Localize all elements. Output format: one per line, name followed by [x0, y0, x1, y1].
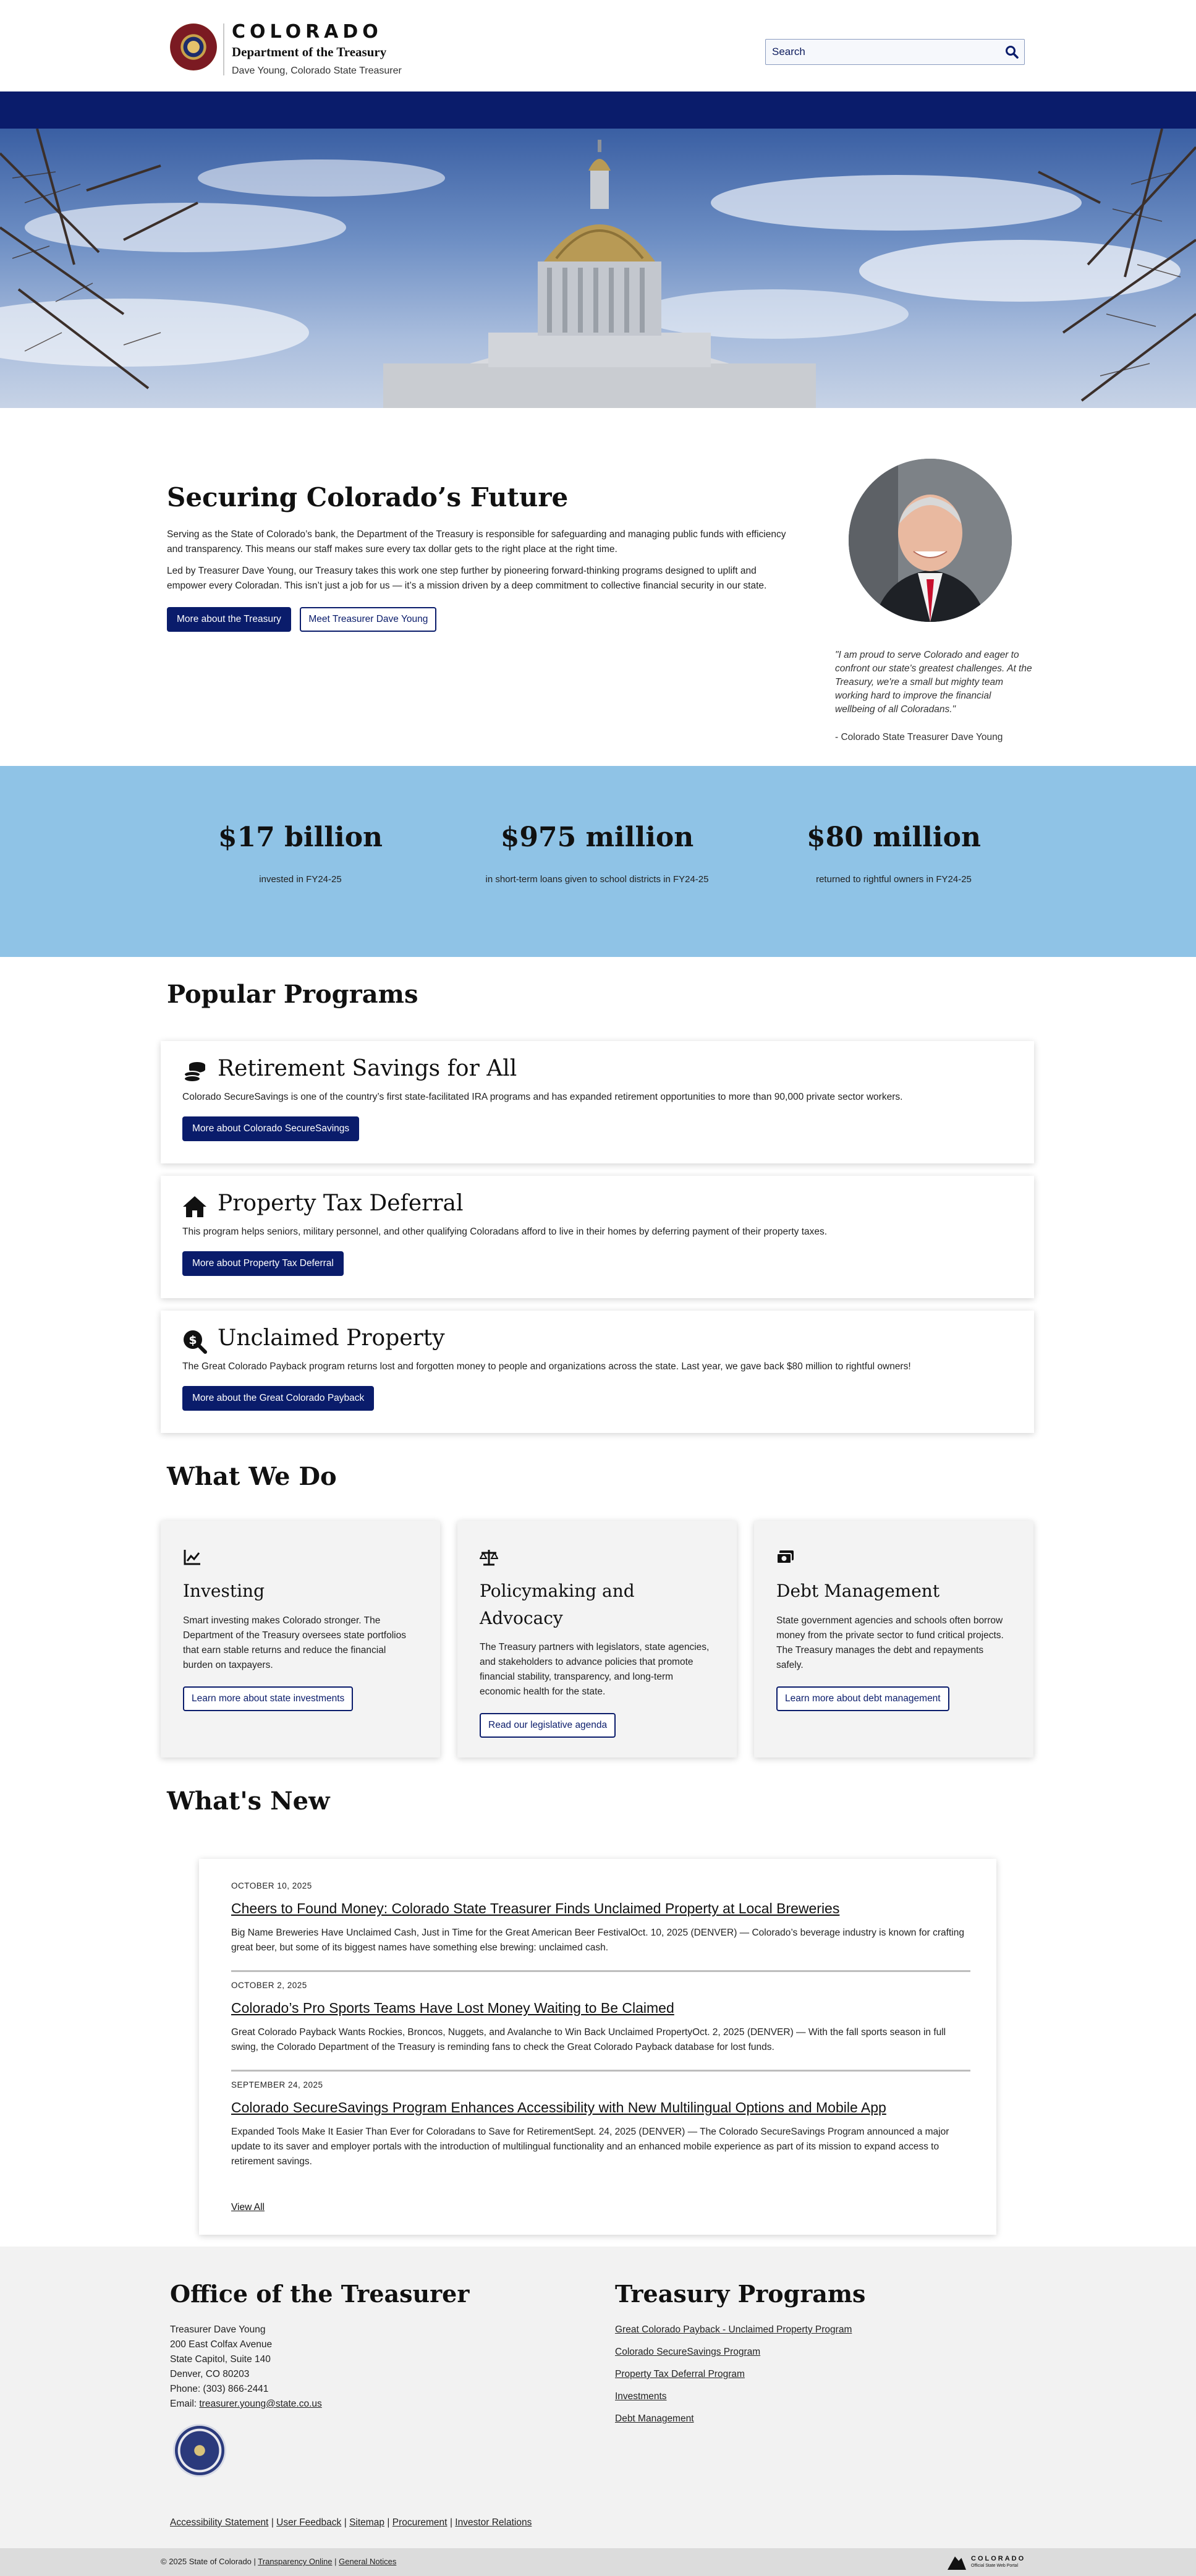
address-line: 200 East Colfax Avenue — [170, 2339, 273, 2350]
stat-value: $80 million — [807, 822, 981, 853]
treasury-seal-logo[interactable] — [170, 23, 217, 70]
search-icon — [1005, 45, 1019, 59]
stat-school-loans — [467, 822, 727, 885]
footer-utility-links — [170, 2517, 532, 2528]
procurement-link[interactable]: Procurement — [392, 2517, 447, 2528]
stat-label: returned to rightful owners in FY24-25 — [816, 874, 972, 885]
hero-image-capitol — [0, 129, 1196, 408]
stat-returned — [764, 822, 1024, 885]
portal-logo-text: COLORADO — [971, 2555, 1026, 2562]
search-button[interactable] — [1004, 45, 1019, 60]
footer-link-securesavings[interactable]: Colorado SecureSavings Program — [615, 2347, 761, 2357]
separator: | — [344, 2517, 350, 2528]
sitemap-link[interactable]: Sitemap — [349, 2517, 384, 2528]
portal-logo-subtext: Official State Web Portal — [971, 2564, 1018, 2568]
wwd-title: Debt Management — [776, 1581, 940, 1601]
wwd-card-investing — [161, 1521, 440, 1758]
investor-relations-link[interactable]: Investor Relations — [455, 2517, 532, 2528]
brand-department[interactable]: Department of the Treasury — [232, 45, 387, 59]
intro-buttons — [167, 607, 436, 632]
mountain-icon — [948, 2555, 966, 2570]
chart-line-icon — [183, 1548, 201, 1566]
program-title: Retirement Savings for All — [218, 1056, 517, 1081]
news-date: SEPTEMBER 24, 2025 — [231, 2080, 323, 2089]
separator: | — [271, 2517, 277, 2528]
office-heading: Office of the Treasurer — [170, 2280, 470, 2308]
program-description: The Great Colorado Payback program returns lost and forgotten money to people and organizations across the state. Last year, we gave back $80 million to rightful owners! — [182, 1361, 911, 1372]
wwd-title: Investing — [183, 1581, 265, 1601]
legislative-agenda-button[interactable]: Read our legislative agenda — [480, 1713, 616, 1738]
intro-title: Securing Colorado’s Future — [167, 482, 569, 512]
brand-subtitle: Dave Young, Colorado State Treasurer — [232, 66, 402, 76]
quote-attribution: - Colorado State Treasurer Dave Young — [835, 732, 1003, 742]
intro-paragraph-2: Led by Treasurer Dave Young, our Treasury takes this work one step further by pioneering forward-thinking programs designed to uplift and empower every Coloradan. This isn’t just a job for us — it’s a mission driven by a deep commitment to collective financial security in our state. — [167, 566, 767, 591]
address-line: State Capitol, Suite 140 — [170, 2354, 271, 2365]
treasurer-photo — [849, 459, 1012, 622]
address-line: Denver, CO 80203 — [170, 2369, 250, 2379]
user-feedback-link[interactable]: User Feedback — [276, 2517, 342, 2528]
wwd-description: State government agencies and schools often borrow money from the private sector to fund critical projects. The Treasury manages the debt and repayments safely. — [776, 1615, 1004, 1670]
news-date: OCTOBER 10, 2025 — [231, 1881, 312, 1890]
treasurer-quote: "I am proud to serve Colorado and eager to confront our state's greatest challenges. At the Treasury, we're a small but mighty team working hard to improve the financial wellbeing of all Coloradans." — [835, 650, 1032, 715]
program-card-retirement — [161, 1041, 1034, 1163]
separator: | — [334, 2557, 339, 2566]
program-title: Property Tax Deferral — [218, 1191, 464, 1216]
news-excerpt: Expanded Tools Make It Easier Than Ever for Coloradans to Save for RetirementSept. 24, 2025 (DENVER) — The Colorado SecureSavings Program announced a major update to its saver and employer portals with the introduction of multilingual functionality and an enhanced mobile experience as part of its mission to expand access to retirement savings. — [231, 2127, 949, 2167]
brand-state-name[interactable]: COLORADO — [232, 21, 383, 43]
program-card-unclaimed — [161, 1311, 1034, 1433]
colorado-portal-logo[interactable] — [948, 2553, 1037, 2572]
wwd-description: The Treasury partners with legislators, state agencies, and stakeholders to advance policies that promote financial stability, transparency, and long-term economic health for the state. — [480, 1642, 710, 1697]
separator: | — [449, 2517, 456, 2528]
wwd-card-debt — [754, 1521, 1033, 1758]
email-link[interactable]: treasurer.young@state.co.us — [199, 2399, 322, 2409]
intro-paragraph-1: Serving as the State of Colorado’s bank, the Department of the Treasury is responsible for safeguarding and managing public funds with efficiency and transparency. This means our staff makes sure every tax dollar gets to the right place at the right time. — [167, 529, 786, 555]
site-header — [0, 0, 1196, 91]
stat-value: $17 billion — [218, 822, 383, 853]
news-excerpt: Great Colorado Payback Wants Rockies, Broncos, Nuggets, and Avalanche to Win Back Unclaimed PropertyOct. 2, 2025 (DENVER) — With the fall sports season in full swing, the Colorado Department of the Treasury is reminding fans to check the Great Colorado Payback database for lost funds. — [231, 2027, 946, 2052]
news-divider — [231, 2070, 970, 2072]
email-line — [170, 2399, 322, 2410]
debt-management-button[interactable]: Learn more about debt management — [776, 1686, 949, 1711]
state-seal — [173, 2424, 226, 2477]
copyright-text: © 2025 State of Colorado — [161, 2557, 252, 2566]
brand-divider — [223, 23, 224, 75]
separator: | — [253, 2557, 258, 2566]
view-all-news-link[interactable]: View All — [231, 2202, 265, 2213]
email-label: Email: — [170, 2399, 200, 2409]
great-colorado-payback-button[interactable]: More about the Great Colorado Payback — [182, 1386, 374, 1411]
transparency-online-link[interactable]: Transparency Online — [258, 2557, 333, 2566]
news-card — [199, 1859, 996, 2235]
stat-invested — [171, 822, 430, 885]
treasurer-portrait — [849, 459, 1012, 622]
address-line: Treasurer Dave Young — [170, 2324, 266, 2335]
phone-line: Phone: (303) 866-2441 — [170, 2384, 269, 2394]
wwd-card-policymaking — [457, 1521, 737, 1758]
program-description: This program helps seniors, military personnel, and other qualifying Coloradans afford to live in their homes by deferring payment of their property taxes. — [182, 1226, 828, 1237]
news-title-link[interactable]: Colorado’s Pro Sports Teams Have Lost Money Waiting to Be Claimed — [231, 2000, 674, 2016]
coins-icon — [182, 1060, 207, 1084]
stat-label: invested in FY24-25 — [259, 874, 342, 885]
accessibility-link[interactable]: Accessibility Statement — [170, 2517, 269, 2528]
dollar-search-icon — [182, 1329, 207, 1354]
search-input[interactable] — [772, 45, 995, 59]
general-notices-link[interactable]: General Notices — [339, 2557, 397, 2566]
money-bill-icon — [776, 1548, 795, 1566]
securesavings-button[interactable]: More about Colorado SecureSavings — [182, 1116, 359, 1141]
separator: | — [387, 2517, 392, 2528]
search-box — [765, 39, 1025, 65]
whats-new-heading: What's New — [167, 1787, 330, 1816]
legal-bar — [0, 2548, 1196, 2576]
main-nav-bar — [0, 91, 1196, 129]
state-investments-button[interactable]: Learn more about state investments — [183, 1686, 353, 1711]
stat-value: $975 million — [500, 822, 694, 853]
footer-link-investments[interactable]: Investments — [615, 2391, 667, 2402]
news-item — [231, 1881, 970, 1955]
program-description: Colorado SecureSavings is one of the country’s first state-facilitated IRA programs and has expanded retirement opportunities to more than 90,000 private sector workers. — [182, 1092, 903, 1102]
stats-band — [0, 766, 1196, 957]
program-card-property-tax — [161, 1176, 1034, 1298]
news-item — [231, 2080, 970, 2169]
footer-link-payback[interactable]: Great Colorado Payback - Unclaimed Property Program — [615, 2324, 852, 2335]
popular-programs-heading: Popular Programs — [167, 980, 418, 1009]
copyright-row — [161, 2557, 396, 2566]
program-title: Unclaimed Property — [218, 1325, 445, 1351]
property-tax-deferral-button[interactable]: More about Property Tax Deferral — [182, 1251, 344, 1276]
news-divider — [231, 1970, 970, 1972]
treasury-programs-heading: Treasury Programs — [615, 2280, 866, 2308]
more-about-treasury-button[interactable]: More about the Treasury — [167, 607, 291, 632]
meet-treasurer-button[interactable]: Meet Treasurer Dave Young — [300, 607, 436, 632]
footer-link-property-tax[interactable]: Property Tax Deferral Program — [615, 2369, 745, 2379]
news-excerpt: Big Name Breweries Have Unclaimed Cash, Just in Time for the Great American Beer FestivalOct. 10, 2025 (DENVER) — Colorado’s beverage industry is known for crafting great beer, but some of its biggest names have something else brewing: unclaimed cash. — [231, 1928, 964, 1953]
footer-link-debt[interactable]: Debt Management — [615, 2413, 694, 2424]
news-date: OCTOBER 2, 2025 — [231, 1981, 307, 1990]
wwd-title: Policymaking and Advocacy — [480, 1581, 635, 1628]
wwd-description: Smart investing makes Colorado stronger. The Department of the Treasury oversees state portfolios that earn stable returns and reduce the financial burden on taxpayers. — [183, 1615, 406, 1670]
news-item — [231, 1981, 970, 2055]
news-title-link[interactable]: Cheers to Found Money: Colorado State Treasurer Finds Unclaimed Property at Local Breweries — [231, 1900, 840, 1916]
news-title-link[interactable]: Colorado SecureSavings Program Enhances Accessibility with New Multilingual Options and Mobile App — [231, 2099, 886, 2115]
svg-text:$: $ — [189, 1333, 197, 1347]
capitol-illustration — [0, 129, 1196, 408]
what-we-do-heading: What We Do — [167, 1462, 337, 1491]
house-icon — [182, 1194, 207, 1219]
site-footer — [0, 2247, 1196, 2548]
stat-label: in short-term loans given to school districts in FY24-25 — [485, 874, 709, 885]
scale-icon — [480, 1548, 498, 1566]
